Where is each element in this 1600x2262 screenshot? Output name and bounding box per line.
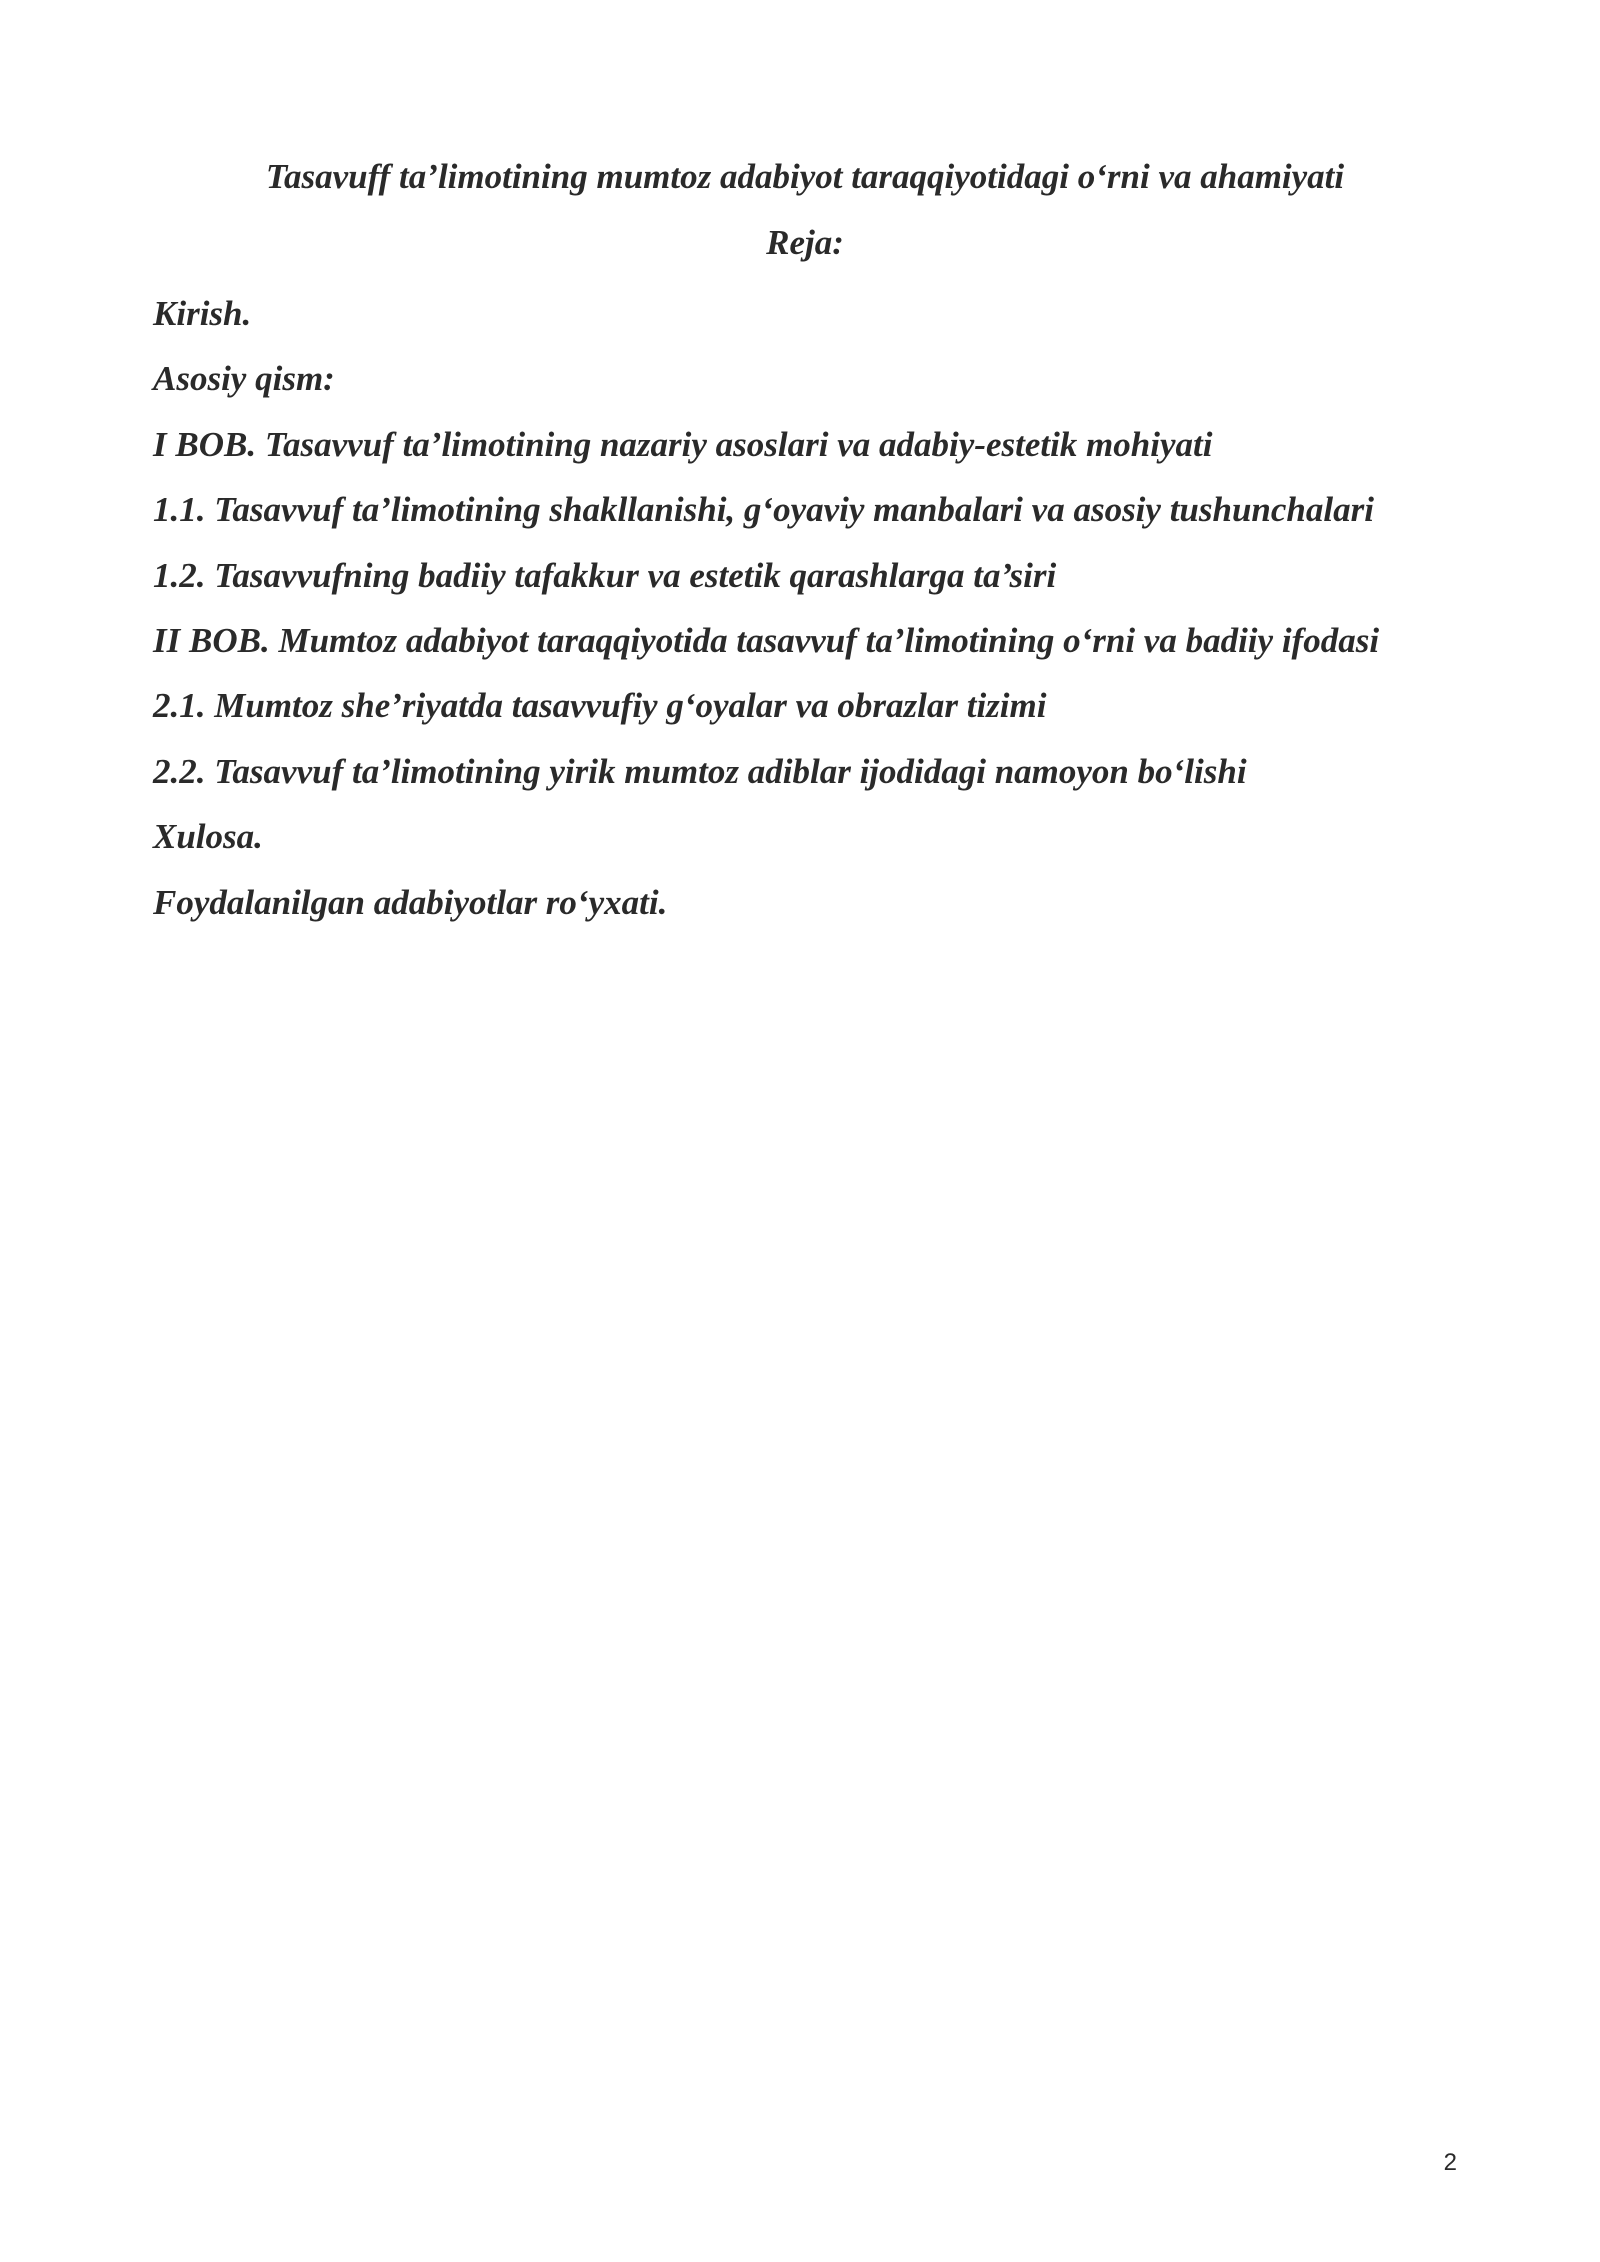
page-number: 2 (1443, 2149, 1457, 2176)
plan-heading: Reja: (766, 223, 844, 262)
toc-item-section-1-1: 1.1. Tasavvuf ta’limotining shakllanishi, g‘oyaviy manbalari va asosiy tushunchalari (153, 490, 1374, 530)
table-of-contents (153, 281, 1457, 935)
document-title: Tasavuff ta’limotining mumtoz adabiyot taraqqiyotidagi o‘rni va ahamiyati (265, 157, 1345, 196)
toc-item-section-2-2: 2.2. Tasavvuf ta’limotining yirik mumtoz adiblar ijodidagi namoyon bo‘lishi (153, 751, 1247, 791)
toc-item-section-2-1: 2.1. Mumtoz she’riyatda tasavvufiy g‘oyalar va obrazlar tizimi (153, 686, 1047, 726)
toc-item-main-part: Asosiy qism: (153, 359, 335, 399)
toc-item-conclusion: Xulosa. (153, 817, 263, 857)
toc-item-references: Foydalanilgan adabiyotlar ro‘yxati. (153, 882, 668, 922)
toc-item-chapter-1: I BOB. Tasavvuf ta’limotining nazariy asoslari va adabiy-estetik mohiyati (153, 424, 1213, 464)
toc-item-section-1-2: 1.2. Tasavvufning badiiy tafakkur va estetik qarashlarga ta’siri (153, 555, 1057, 595)
toc-item-chapter-2: II BOB. Mumtoz adabiyot taraqqiyotida tasavvuf ta’limotining o‘rni va badiiy ifodasi (153, 621, 1380, 661)
toc-item-introduction: Kirish. (153, 294, 252, 333)
